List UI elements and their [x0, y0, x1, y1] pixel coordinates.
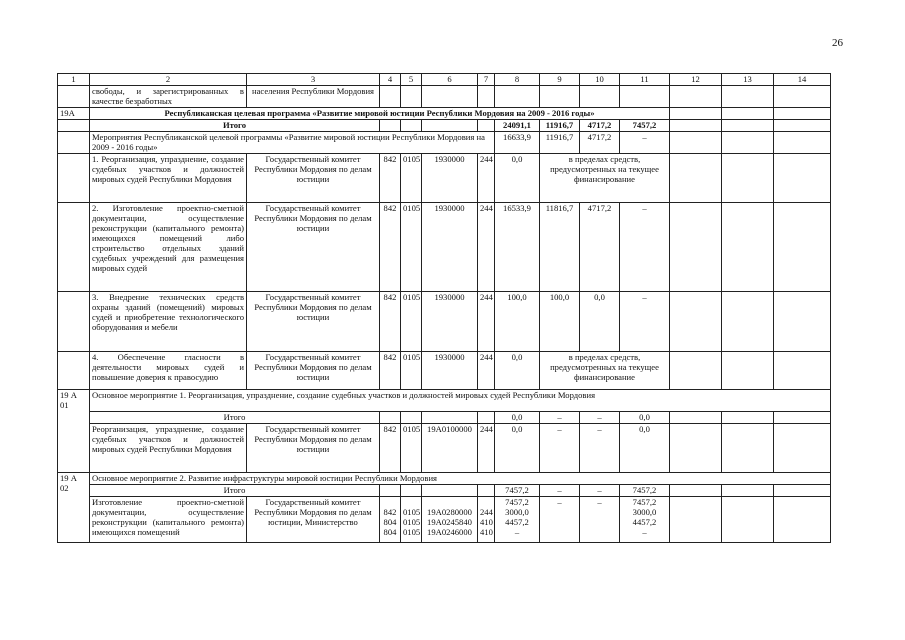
value-line: 3000,0 — [505, 507, 529, 517]
header-cell: 12 — [670, 74, 722, 86]
value-cell: 0,0 — [620, 424, 670, 473]
value-cell: 11816,7 — [540, 203, 580, 292]
section-title: Основное мероприятие 1. Реорганизация, упразднение, создание судебных участков и должностей мировых судей Республики Мордовия — [90, 390, 831, 412]
code-cell: 244 — [478, 203, 495, 292]
value-cell: 4717,2 — [580, 120, 620, 132]
total-label: Итого — [90, 120, 380, 132]
total-label: Итого — [90, 412, 380, 424]
header-cell: 13 — [722, 74, 774, 86]
code-cell: 842 — [380, 352, 401, 390]
value-cell: – — [540, 424, 580, 473]
activity-cell: 3. Внедрение технических средств охраны зданий (помещений) мировых судей и приобретение технологического оборудования и мебели — [90, 292, 247, 352]
header-row — [58, 74, 831, 86]
code-value: 842 — [383, 507, 397, 517]
value-line: – — [514, 527, 520, 537]
executor-cell: Государственный комитет Республики Мордовия по делам юстиции — [247, 154, 380, 203]
code-value: 804 — [383, 517, 397, 527]
executor-cell: Государственный комитет Республики Мордовия по делам юстиции — [247, 203, 380, 292]
code-cell: 0105 — [401, 203, 422, 292]
value-line: 7457,2 — [632, 497, 657, 507]
code-cell — [422, 497, 478, 543]
table-row — [58, 154, 831, 203]
value-cell: – — [540, 485, 580, 497]
code-cell: 842 — [380, 203, 401, 292]
executor-cell: населения Республики Мордовия — [247, 86, 380, 108]
code-cell: 244 — [478, 352, 495, 390]
value-line: 3000,0 — [632, 507, 657, 517]
activity-cell: 4. Обеспечение гласности в деятельности мировых судей и повышение доверия к правосудию — [90, 352, 247, 390]
value-cell: 11916,7 — [540, 132, 580, 154]
value-cell: 0,0 — [495, 154, 540, 203]
code-cell: 0105 — [401, 352, 422, 390]
value-cell: 7457,2 — [495, 485, 540, 497]
value-cell: 7457,2 — [620, 120, 670, 132]
value-cell: – — [620, 203, 670, 292]
value-line: 4457,2 — [632, 517, 657, 527]
code-cell: 842 — [380, 424, 401, 473]
page-number: 26 — [832, 37, 843, 49]
section-code: 19 А 02 — [58, 473, 90, 543]
code-value: 19А0245840 — [427, 517, 472, 527]
code-cell: 244 — [478, 424, 495, 473]
code-cell: 0105 — [401, 424, 422, 473]
section-code: 19 А 01 — [58, 390, 90, 473]
header-cell: 10 — [580, 74, 620, 86]
section-row — [58, 108, 831, 120]
table-row — [58, 86, 831, 108]
executor-cell: Государственный комитет Республики Мордовия по делам юстиции — [247, 292, 380, 352]
header-cell: 9 — [540, 74, 580, 86]
header-cell: 6 — [422, 74, 478, 86]
value-cell: 16633,9 — [495, 132, 540, 154]
executor-cell: Государственный комитет Республики Мордовия по делам юстиции — [247, 424, 380, 473]
code-cell: 1930000 — [422, 203, 478, 292]
code-cell: 244 — [478, 292, 495, 352]
section-row — [58, 473, 831, 485]
value-cell: 0,0 — [580, 292, 620, 352]
value-line: 7457,2 — [505, 497, 529, 507]
code-value: 244 — [480, 507, 493, 517]
code-cell — [478, 497, 495, 543]
table-row — [58, 292, 831, 352]
value-cell: – — [580, 424, 620, 473]
section-row — [58, 390, 831, 412]
code-cell: 1930000 — [422, 292, 478, 352]
code-value: 0105 — [403, 507, 421, 517]
code-value: 410 — [480, 527, 493, 537]
activity-cell: свободы, и зарегистрированных в качестве безработных — [90, 86, 247, 108]
value-cell: 16533,9 — [495, 203, 540, 292]
note-cell: в пределах средств, предусмотренных на текущее финансирование — [540, 352, 670, 390]
code-cell: 1930000 — [422, 352, 478, 390]
total-row — [58, 120, 831, 132]
code-cell: 842 — [380, 154, 401, 203]
table-row — [58, 132, 831, 154]
table-row — [58, 424, 831, 473]
header-cell: 3 — [247, 74, 380, 86]
value-cell: 0,0 — [495, 412, 540, 424]
value-cell: 100,0 — [540, 292, 580, 352]
header-cell: 4 — [380, 74, 401, 86]
value-cell — [495, 497, 540, 543]
value-cell: – — [540, 497, 580, 543]
value-cell: – — [540, 412, 580, 424]
value-cell: 24091,1 — [495, 120, 540, 132]
code-cell: 842 — [380, 292, 401, 352]
value-cell: 11916,7 — [540, 120, 580, 132]
total-row — [58, 485, 831, 497]
value-cell: 0,0 — [495, 352, 540, 390]
total-row — [58, 412, 831, 424]
executor-cell: Государственный комитет Республики Мордовия по делам юстиции, Министерство — [247, 497, 380, 543]
code-value: 0105 — [403, 527, 421, 537]
header-cell: 5 — [401, 74, 422, 86]
value-line: – — [642, 527, 647, 537]
value-cell: – — [580, 497, 620, 543]
code-cell — [380, 497, 401, 543]
code-value: 19А0246000 — [427, 527, 472, 537]
code-value: 410 — [480, 517, 493, 527]
code-value: 19А0280000 — [427, 507, 472, 517]
total-label: Итого — [90, 485, 380, 497]
value-cell: 0,0 — [495, 424, 540, 473]
activity-cell: 1. Реорганизация, упразднение, создание судебных участков и должностей мировых судей Республики Мордовия — [90, 154, 247, 203]
section-code: 19А — [58, 108, 90, 120]
code-cell: 0105 — [401, 154, 422, 203]
value-cell: 0,0 — [620, 412, 670, 424]
value-cell: – — [620, 292, 670, 352]
value-cell: 4717,2 — [580, 203, 620, 292]
budget-table — [57, 73, 831, 543]
activity-cell: Реорганизация, упразднение, создание судебных участков и должностей мировых судей Республики Мордовия — [90, 424, 247, 473]
note-cell: в пределах средств, предусмотренных на текущее финансирование — [540, 154, 670, 203]
code-cell: 1930000 — [422, 154, 478, 203]
activity-cell: Мероприятия Республиканской целевой программы «Развитие мировой юстиции Республики Мордовия на 2009 - 2016 годы» — [90, 132, 495, 154]
table-row — [58, 203, 831, 292]
value-line: 4457,2 — [505, 517, 529, 527]
header-cell: 2 — [90, 74, 247, 86]
table-row — [58, 352, 831, 390]
executor-cell: Государственный комитет Республики Мордовия по делам юстиции — [247, 352, 380, 390]
code-cell: 0105 — [401, 292, 422, 352]
header-cell: 11 — [620, 74, 670, 86]
value-cell: – — [580, 485, 620, 497]
code-cell: 244 — [478, 154, 495, 203]
program-title: Республиканская целевая программа «Развитие мировой юстиции Республики Мордовия на 2009 - 2016 годы» — [90, 108, 670, 120]
header-cell: 8 — [495, 74, 540, 86]
header-cell: 7 — [478, 74, 495, 86]
code-cell — [401, 497, 422, 543]
code-cell: 19А0100000 — [422, 424, 478, 473]
table-row — [58, 497, 831, 543]
value-cell: – — [620, 132, 670, 154]
header-cell: 1 — [58, 74, 90, 86]
value-cell: – — [580, 412, 620, 424]
activity-cell: Изготовление проектно-сметной документации, осуществление реконструкции (капитального ремонта) имеющихся помещений — [90, 497, 247, 543]
code-value: 804 — [383, 527, 397, 537]
value-cell: 4717,2 — [580, 132, 620, 154]
value-cell — [620, 497, 670, 543]
activity-cell: 2. Изготовление проектно-сметной документации, осуществление реконструкции (капитального ремонта) имеющихся помещений либо строительство отдельных зданий судебных учреждений для размещения мировых судей — [90, 203, 247, 292]
code-value: 0105 — [403, 517, 421, 527]
value-cell: 100,0 — [495, 292, 540, 352]
value-cell: 7457,2 — [620, 485, 670, 497]
header-cell: 14 — [774, 74, 831, 86]
section-title: Основное мероприятие 2. Развитие инфраструктуры мировой юстиции Республики Мордовия — [90, 473, 831, 485]
